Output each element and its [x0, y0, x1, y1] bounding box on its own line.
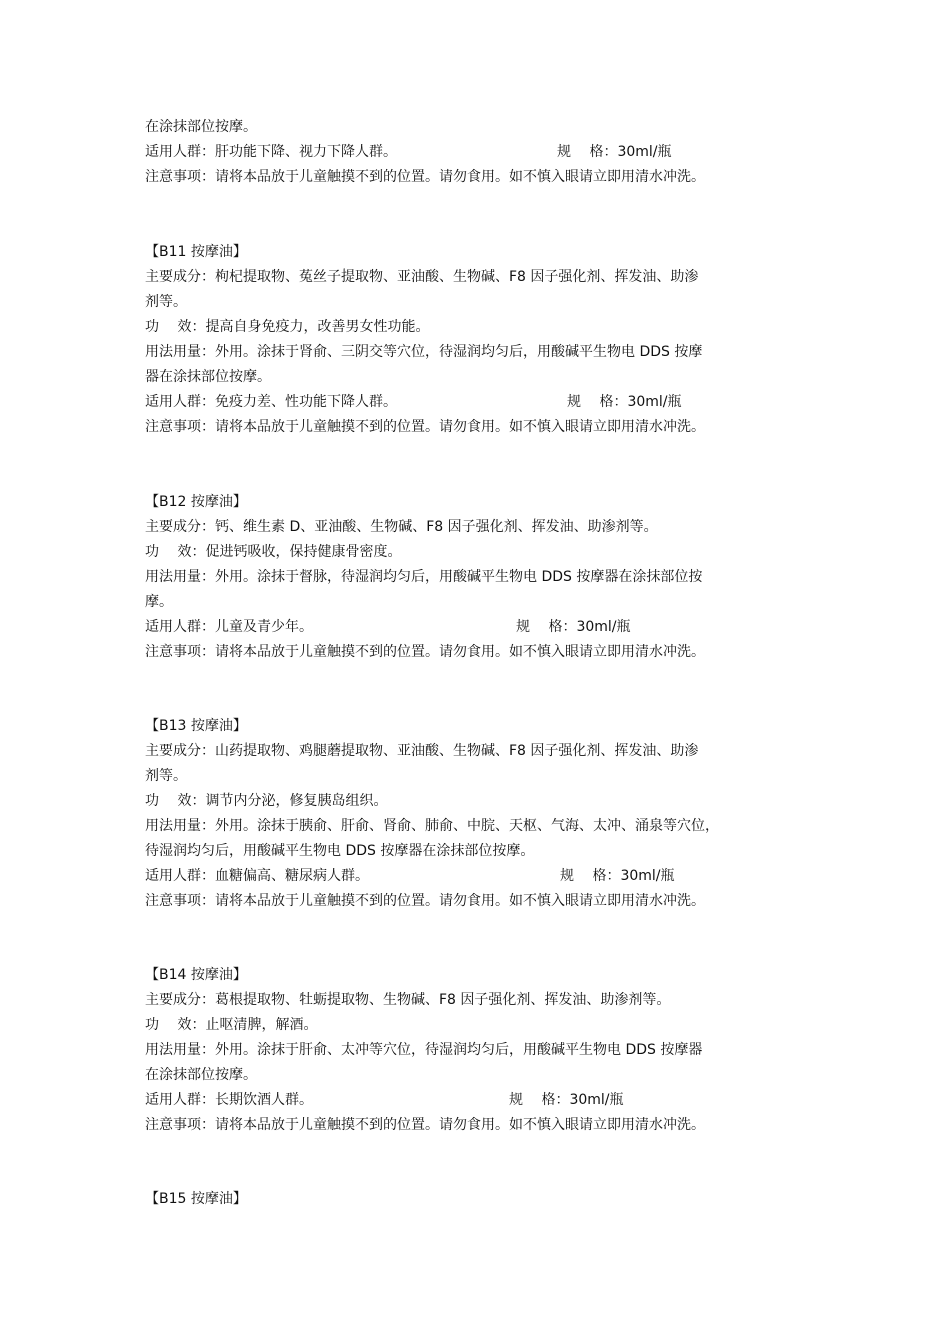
b14-usage-line2: 在涂抹部位按摩。 [145, 1067, 257, 1083]
top-spec: 规 格：30ml/瓶 [557, 144, 672, 160]
b11-ingredients-line1: 主要成分：枸杞提取物、菟丝子提取物、亚油酸、生物碱、F8 因子强化剂、挥发油、助渗 [145, 269, 699, 285]
b13-target-group: 适用人群：血糖偏高、糖尿病人群。 [145, 868, 369, 884]
b14-usage-line1: 用法用量：外用。涂抹于肝俞、太冲等穴位，待湿润均匀后，用酸碱平生物电 DDS 按摩器 [145, 1042, 703, 1058]
b13-notice: 注意事项：请将本品放于儿童触摸不到的位置。请勿食用。如不慎入眼请立即用清水冲洗。 [145, 893, 705, 909]
b12-effect: 功 效：促进钙吸收，保持健康骨密度。 [145, 544, 402, 560]
top-usage-continuation: 在涂抹部位按摩。 [145, 119, 257, 135]
b13-effect: 功 效：调节内分泌，修复胰岛组织。 [145, 793, 388, 809]
b12-title: 【B12 按摩油】 [145, 494, 247, 510]
b12-target-group: 适用人群：儿童及青少年。 [145, 619, 313, 635]
b12-spec: 规 格：30ml/瓶 [516, 619, 631, 635]
b12-usage-line1: 用法用量：外用。涂抹于督脉，待湿润均匀后，用酸碱平生物电 DDS 按摩器在涂抹部位按 [145, 569, 703, 585]
b13-ingredients-line2: 剂等。 [145, 768, 187, 784]
b14-notice: 注意事项：请将本品放于儿童触摸不到的位置。请勿食用。如不慎入眼请立即用清水冲洗。 [145, 1117, 705, 1133]
b13-spec: 规 格：30ml/瓶 [560, 868, 675, 884]
b11-usage-line2: 器在涂抹部位按摩。 [145, 369, 271, 385]
b11-notice: 注意事项：请将本品放于儿童触摸不到的位置。请勿食用。如不慎入眼请立即用清水冲洗。 [145, 419, 705, 435]
b13-usage-line2: 待湿润均匀后，用酸碱平生物电 DDS 按摩器在涂抹部位按摩。 [145, 843, 535, 859]
top-notice: 注意事项：请将本品放于儿童触摸不到的位置。请勿食用。如不慎入眼请立即用清水冲洗。 [145, 169, 705, 185]
b12-usage-line2: 摩。 [145, 594, 173, 610]
top-target-group: 适用人群：肝功能下降、视力下降人群。 [145, 144, 397, 160]
b11-spec: 规 格：30ml/瓶 [567, 394, 682, 410]
b15-title: 【B15 按摩油】 [145, 1191, 247, 1207]
b12-ingredients-line1: 主要成分：钙、维生素 D、亚油酸、生物碱、F8 因子强化剂、挥发油、助渗剂等。 [145, 519, 658, 535]
b11-target-group: 适用人群：免疫力差、性功能下降人群。 [145, 394, 397, 410]
b11-effect: 功 效：提高自身免疫力，改善男女性功能。 [145, 319, 430, 335]
b11-title: 【B11 按摩油】 [145, 244, 247, 260]
b14-effect: 功 效：止呕清脾，解酒。 [145, 1017, 318, 1033]
b14-title: 【B14 按摩油】 [145, 967, 247, 983]
b14-target-group: 适用人群：长期饮酒人群。 [145, 1092, 313, 1108]
b13-usage-line1: 用法用量：外用。涂抹于胰俞、肝俞、肾俞、肺俞、中脘、天枢、气海、太冲、涌泉等穴位， [145, 818, 719, 834]
b11-ingredients-line2: 剂等。 [145, 294, 187, 310]
b12-notice: 注意事项：请将本品放于儿童触摸不到的位置。请勿食用。如不慎入眼请立即用清水冲洗。 [145, 644, 705, 660]
b14-ingredients-line1: 主要成分：葛根提取物、牡蛎提取物、生物碱、F8 因子强化剂、挥发油、助渗剂等。 [145, 992, 671, 1008]
b13-ingredients-line1: 主要成分：山药提取物、鸡腿蘑提取物、亚油酸、生物碱、F8 因子强化剂、挥发油、助渗 [145, 743, 699, 759]
b13-title: 【B13 按摩油】 [145, 718, 247, 734]
b14-spec: 规 格：30ml/瓶 [509, 1092, 624, 1108]
b11-usage-line1: 用法用量：外用。涂抹于肾俞、三阴交等穴位，待湿润均匀后，用酸碱平生物电 DDS 按摩 [145, 344, 703, 360]
